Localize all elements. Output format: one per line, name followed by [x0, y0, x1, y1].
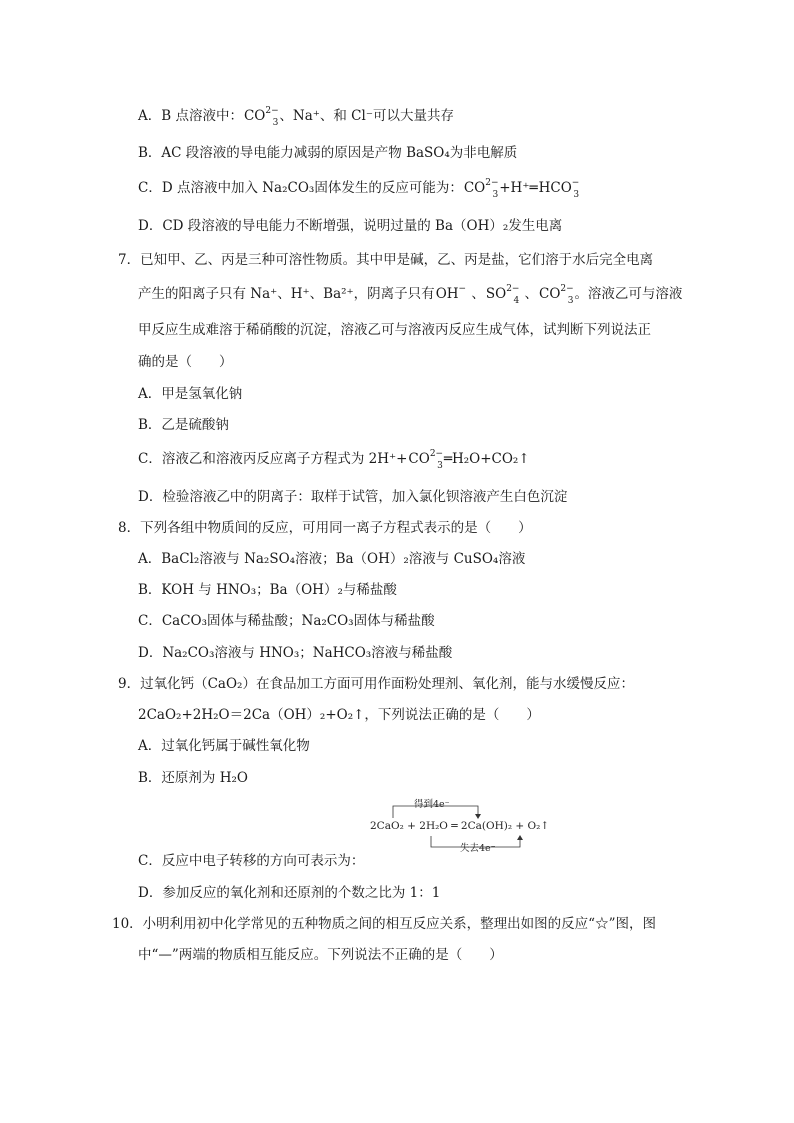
- electron-transfer-diagram: [370, 796, 550, 858]
- hydroxide-ion: OH−: [435, 284, 467, 302]
- q7-option-d: D．检验溶液乙中的阴离子：取样于试管，加入氯化钡溶液产生白色沉淀: [138, 489, 568, 505]
- q8-option-b: B．KOH 与 HNO₃；Ba（OH）₂与稀盐酸: [138, 582, 397, 598]
- reaction-equation: 2CaO₂ + 2H₂O ═ 2Ca(OH)₂ + O₂↑: [370, 820, 550, 832]
- q6-option-b: B．AC 段溶液的导电能力减弱的原因是产物 BaSO₄为非电解质: [138, 145, 518, 161]
- q8-option-c: C．CaCO₃固体与稀盐酸；Na₂CO₃固体与稀盐酸: [138, 613, 435, 629]
- carbonate-ion: $CO^{2-}_3$: [408, 449, 444, 471]
- q7-stem-line3: 甲反应生成难溶于稀硝酸的沉淀，溶液乙可与溶液丙反应生成气体，试判断下列说法正: [138, 322, 651, 338]
- carbonate-ion: $CO^{2-}_3$: [243, 106, 279, 128]
- q6-option-c: C．D 点溶液中加入 Na₂CO₃固体发生的反应可能为：$CO^{2-}_3+H^+═HCO^-_3$: [138, 178, 580, 200]
- q9-stem-line2: 2CaO₂+2H₂O＝2Ca（OH）₂+O₂↑，下列说法正确的是（ ）: [138, 707, 540, 723]
- q9-option-b: B．还原剂为 H₂O: [138, 770, 248, 786]
- carbonate-ion: $CO^{2-}_3$: [463, 178, 499, 200]
- q10-stem-line2: 中“—”两端的物质相互能反应。下列说法不正确的是（ ）: [138, 947, 503, 963]
- q9-option-d: D．参加反应的氧化剂和还原剂的个数之比为 1：1: [138, 885, 441, 901]
- q6-option-a: A．B 点溶液中：$CO^{2-}_3$、Na⁺、和 Cl⁻可以大量共存: [138, 106, 454, 128]
- q7-option-b: B．乙是硫酸钠: [138, 417, 229, 433]
- q7-option-c: C．溶液乙和溶液丙反应离子方程式为 $2H^++CO^{2-}_3═H_2O+CO_2↑$: [138, 449, 530, 471]
- q7-option-a: A．甲是氢氧化钠: [138, 386, 243, 402]
- lose-electrons-label: 失去4e⁻: [460, 843, 496, 854]
- q9-option-a: A．过氧化钙属于碱性氧化物: [138, 738, 310, 754]
- carbonate-ion: $CO^{2-}_3$: [539, 284, 574, 306]
- sulfate-ion: $SO^{2-}_4$: [485, 284, 520, 306]
- q8-option-a: A．BaCl₂溶液与 Na₂SO₄溶液；Ba（OH）₂溶液与 CuSO₄溶液: [138, 551, 526, 567]
- q7-stem-line2: 产生的阳离子只有 Na⁺、H⁺、Ba²⁺，阴离子只有OH− 、$SO^{2-}_4$ 、$CO^{2-}_3$。溶液乙可与溶液: [138, 284, 683, 306]
- q9-stem-line1: 9．过氧化钙（CaO₂）在食品加工方面可用作面粉处理剂、氧化剂，能与水缓慢反应：: [118, 676, 634, 692]
- q7-stem-line4: 确的是（ ）: [138, 354, 233, 370]
- bicarbonate-ion: $HCO^-_3$: [538, 178, 580, 200]
- q10-stem-line1: 10．小明利用初中化学常见的五种物质之间的相互反应关系，整理出如图的反应“☆”图，图: [112, 916, 656, 932]
- q7-stem-line1: 7．已知甲、乙、丙是三种可溶性物质。其中甲是碱，乙、丙是盐，它们溶于水后完全电离: [118, 252, 654, 268]
- gain-electrons-label: 得到4e⁻: [414, 799, 450, 810]
- q8-option-d: D．Na₂CO₃溶液与 HNO₃；NaHCO₃溶液与稀盐酸: [138, 645, 453, 661]
- q6-option-d: D．CD 段溶液的导电能力不断增强，说明过量的 Ba（OH）₂发生电离: [138, 218, 563, 234]
- q9-option-c: C．反应中电子转移的方向可表示为：: [138, 853, 365, 869]
- q8-stem: 8．下列各组中物质间的反应，可用同一离子方程式表示的是（ ）: [118, 520, 532, 536]
